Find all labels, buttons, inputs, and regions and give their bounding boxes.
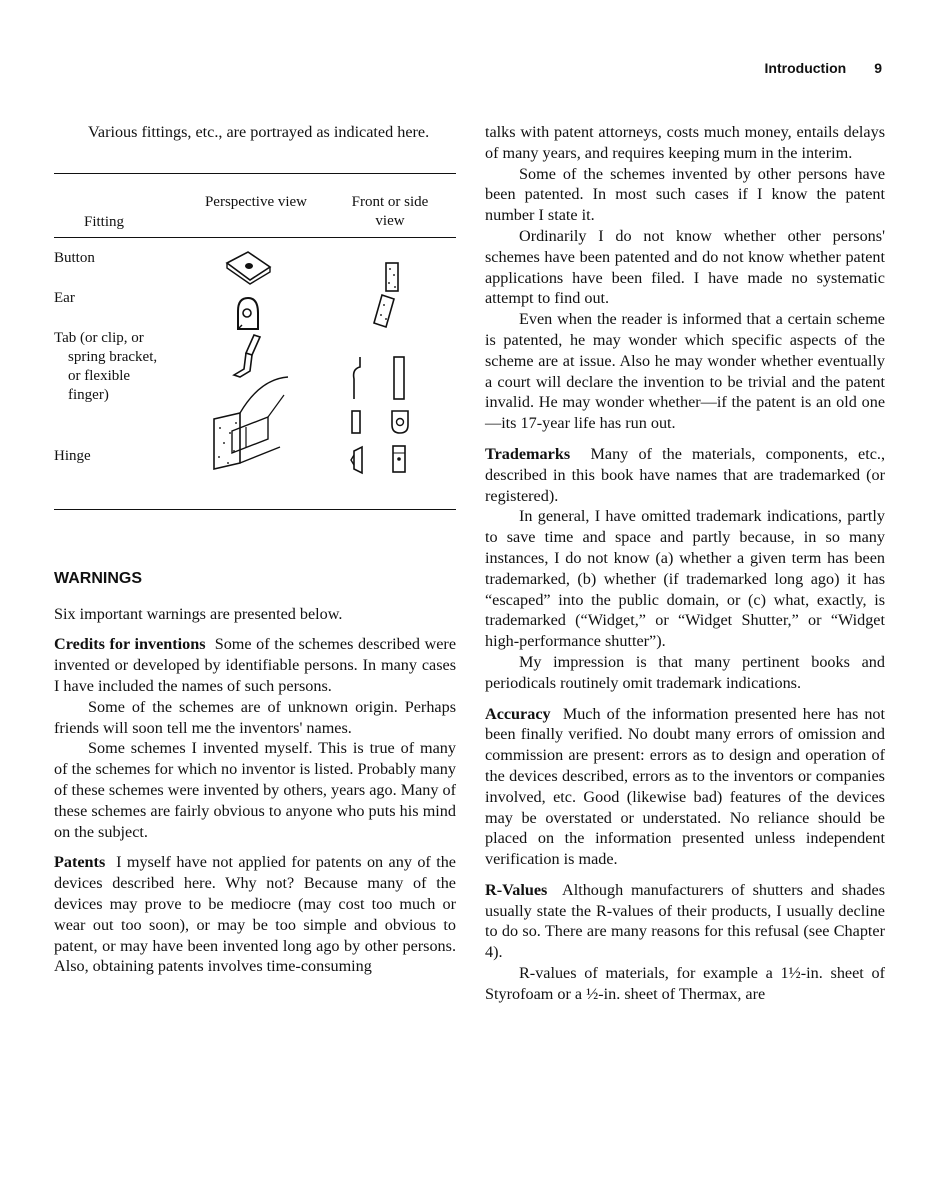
- ear-perspective-icon: [234, 295, 262, 331]
- page-number: 9: [874, 60, 882, 76]
- col-header-front: Front or side view: [351, 193, 429, 229]
- tab-front-icon: [392, 355, 406, 401]
- credits-paragraph-3: Some schemes I invented myself. This is true of many of the schemes for which no inventor is listed. Probably many of these schemes were invented by others, years ago. Many of these schemes are fairly obvious to anyone who puts his mind on the subject.: [54, 739, 456, 841]
- table-bottom-rule: [54, 509, 456, 510]
- patents-paragraph-3: Ordinarily I do not know whether other persons' schemes have been patented and do not know whether patent applications have been filed. I have made no systematic attempt to find out.: [485, 226, 885, 308]
- credits-paragraph-1: [54, 634, 456, 696]
- patents-continued: talks with patent attorneys, costs much money, entails delays of many years, and requires keeping mum in the interim.: [485, 123, 885, 162]
- credits-text-1: Some of the schemes described were invented or developed by identifiable persons. In many cases I have included the names of such persons.: [54, 635, 457, 695]
- trademarks-paragraph-2: In general, I have omitted trademark indications, partly to save time and space and partly because, in so many instances, I do not know (a) whether a given term has been trademarked, (b) whether (if trademarked long ago) it has “escaped” into the public domain, or (c) what, exactly, is trademarked (“Widget,” or “Widget Shutter,” or “Widget high-performance shutter”).: [485, 507, 885, 651]
- row-label-tab: [54, 329, 157, 405]
- rvalues-heading: R-Values: [485, 880, 548, 899]
- trademarks-paragraph-3: My impression is that many pertinent books and periodicals routinely omit trademark indications.: [485, 652, 885, 692]
- left-column: [54, 122, 456, 977]
- row-label-tab-line2: spring bracket,: [68, 348, 158, 365]
- accuracy-paragraph: [485, 704, 885, 870]
- button-perspective-icon: [224, 249, 274, 285]
- credits-heading: Credits for inventions: [54, 635, 206, 654]
- table-top-rule: [54, 173, 456, 174]
- patents-heading: Patents: [54, 853, 106, 872]
- row-label-button: Button: [54, 249, 95, 266]
- credits-paragraph-2: Some of the schemes are of unknown origin. Perhaps friends will soon tell me the inventors' names.: [54, 697, 456, 737]
- accuracy-text: Much of the information presented here has not been finally verified. No doubt many errors of omission and commission are present: errors as to design and operation of the devices described, errors as to the inventors or companies involved, etc. Good (likewise bad) features of the devices may be overstated or understated. No reliance should be placed on the information presented unless independent verification is made.: [485, 704, 886, 869]
- hinge-perspective-icon: [210, 373, 290, 473]
- row-label-tab-line3: or flexible: [68, 367, 131, 384]
- ear-side-icon: [350, 409, 362, 435]
- rvalues-paragraph-2: R-values of materials, for example a 1½-in. sheet of Styrofoam or a ½-in. sheet of Thermax, are: [485, 964, 885, 1003]
- trademarks-heading: Trademarks: [485, 444, 571, 463]
- patents-text-1: I myself have not applied for patents on any of the devices described here. Why not? Because many of the devices may prove to be mediocre (may cost too much or wear out too soon), or may be too simple and obvious to patent, or may have been invented long ago by other persons. Also, obtaining patents involves time-consuming: [54, 853, 456, 976]
- row-label-tab-line1: Tab (or clip, or: [54, 329, 144, 346]
- section-title: Introduction: [764, 60, 847, 76]
- patents-paragraph-4: Even when the reader is informed that a certain scheme is patented, he may wonder which specific aspects of the scheme are at issue. Also he may wonder whether eventually a court will declare the invention to be trivial and the patent invalid. He may wonder whether—if the patent is an old one—its 17-year life has run out.: [485, 310, 885, 433]
- warnings-intro: Six important warnings are presented below.: [54, 604, 343, 623]
- fittings-table: [54, 173, 456, 513]
- row-label-tab-line4: finger): [68, 386, 109, 403]
- rvalues-paragraph-1: [485, 880, 885, 963]
- ear-front-icon: [390, 407, 410, 435]
- patents-paragraph-2: Some of the schemes invented by other persons have been patented. In most such cases if I know the patent number I state it.: [485, 164, 885, 225]
- hinge-front-icon: [390, 443, 408, 475]
- intro-paragraph: Various fittings, etc., are portrayed as indicated here.: [88, 123, 430, 141]
- warnings-heading: WARNINGS: [54, 569, 142, 587]
- button-side-icon: [372, 261, 402, 331]
- table-header-rule: [54, 237, 456, 238]
- hinge-side-icon: [350, 445, 364, 475]
- row-label-hinge: Hinge: [54, 447, 91, 464]
- row-label-ear: Ear: [54, 289, 75, 306]
- rvalues-text-1: Although manufacturers of shutters and shades usually state the R-values of their products, I usually decline to do so. There are many reasons for this refusal (see Chapter 4).: [485, 880, 885, 962]
- trademarks-text-1: Many of the materials, components, etc., described in this book have names that are trademarked (or registered).: [485, 444, 886, 505]
- patents-paragraph-1: [54, 852, 456, 977]
- col-header-perspective: Perspective view: [204, 193, 308, 210]
- tab-side-icon: [346, 355, 366, 401]
- right-column: [485, 122, 885, 1005]
- accuracy-heading: Accuracy: [485, 704, 551, 723]
- trademarks-paragraph-1: [485, 444, 885, 506]
- running-header: [765, 60, 882, 76]
- col-header-fitting: Fitting: [83, 213, 124, 230]
